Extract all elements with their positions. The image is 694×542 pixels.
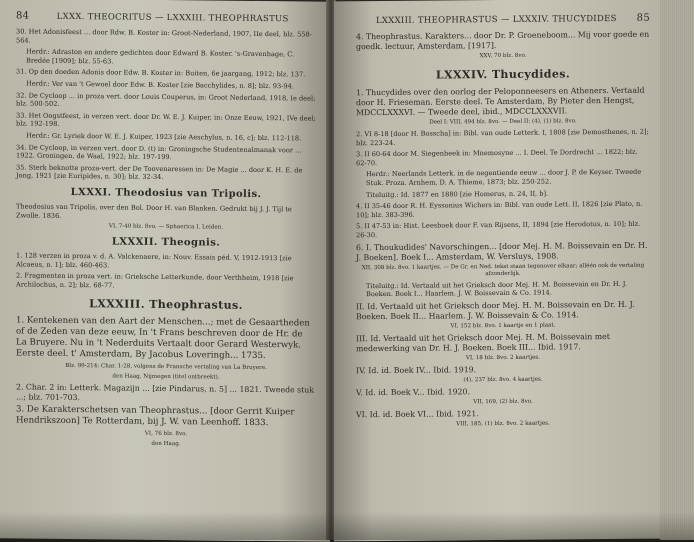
list-item: II. Id. Vertaald uit het Grieksch door Mej. H. M. Boissevain en Dr. H. J. Boeken. Boek II... Haarlem. J. W. Boissevain & Co. 1914. (356, 299, 635, 321)
note: (4), 237 blz. 8vo. 4 kaartjes. (463, 376, 543, 384)
list-item: Titeluitg.: Id. 1877 en 1880 [zie Homerus, n. 24, II, b]. (366, 189, 549, 199)
list-item: 2. Char. 2 in: Letterk. Magazijn ... [zie Pindarus, n. 5] ... 1821. Tweede stuk ...; blz. 701-703. (16, 382, 315, 403)
right-running-title: LXXXIII. THEOPHRASTUS — LXXXIV. THUCYDIDES (375, 13, 617, 27)
list-item: 5. II 47-53 in: Hist. Leesboek door F. van Rijsens, II, 1894 [zie Herodotus, n. 10]; blz. 26-30. (356, 220, 641, 240)
right-running-head (356, 13, 650, 27)
right-page (334, 0, 660, 541)
list-item: 33. Het Oogstfeest, in verzen vert. door Dr. W. E. J. Kuiper, in: Onze Eeuw, 1921, IVe deel; blz. 192-198. (16, 111, 316, 129)
list-item: Titeluitg.: Id. Vertaald uit het Grieksch door Mej. H. M. Boissevain en Dr. H. J. Boeken. Boek I... Haarlem. J. W. Boissevain & Co. 1914. (366, 279, 628, 299)
list-item: Herdr.: Neerlands Letterk. in de negentiende eeuw ... door J. P. de Keyser. Tweede Stuk. Proza. Arnhem, D. A. Thieme, 1873; blz. 250-252. (366, 168, 642, 188)
section-title-theodosius: LXXXI. Theodosius van Tripolis. (70, 186, 262, 200)
section-title-theophrastus: LXXXIII. Theophrastus. (89, 297, 243, 313)
note: den Haag, Nijmegen (titel ontbreekt). (112, 373, 220, 382)
list-item: 1. Kentekenen van den Aart der Menschen...; met de Gesaartheden of de Zeden van deze eeuw, In 't Frans beschreven door de Hr. de La Bruyere. Nu in 't Nederduits Vertaalt door Gerard Westerwyk. Eerste deel. t' Amsterdam, By Jacobus Loveringh... 1735. (16, 315, 310, 362)
page-edges (660, 0, 694, 540)
section-title-theognis: LXXXII. Theognis. (111, 236, 221, 249)
list-item: 3. De Karakterschetsen van Theophrastus... [door Gerrit Kuiper Hendrikszoon] Te Rotterdam, bij J. W. van Leenhoff. 1833. (16, 404, 295, 429)
list-item: 2. VI 8-18 [door H. Bosscha] in: Bibl. van oude Letterk. I, 1808 [zie Demosthenes, n. 2]; blz. 223-24. (356, 127, 649, 147)
list-item: 34. De Cycloop, in verzen vert. door D. (t) in: Groningsche Studentenalmanak voor ... 1922. Groningen, de Waal, 1922; blz. 197-199. (16, 142, 302, 162)
note: XII, 308 blz. 8vo. 1 kaartjes. — De Gr. en Ned. tekst staan tegenover elkaar; alléén ook de vertaling afzonderlijk. (361, 262, 645, 277)
note: Deel I: VIII, 494 blz. 8vo. — Deel II: (4), (1) blz. 8vo. (429, 118, 577, 126)
left-page-number: 84 (16, 10, 30, 22)
list-item: 1. 128 verzen in proza v. d. A. Valckenaere, in: Nouv. Essais péd. V, 1912-1913 [zie Alcaeus, n. 1]; blz. 460-463. (16, 251, 292, 270)
list-item: Herdr.: Adraston en andere gedichten door Edward B. Koster. 's-Gravenhage, C. Bredée [1909]; blz. 55-63. (26, 47, 295, 66)
note: VI, 18 blz. 8vo. 2 kaartjes. (465, 354, 541, 361)
list-item: 30. Het Adonisfeest ... door Rdw. B. Koster in: Groot-Nederland, 1907, IIe deel, blz. 558-564. (16, 27, 312, 45)
bottom-shadow (0, 512, 694, 540)
list-item: 4. Theophrastus. Karakters... door Dr. P. Groeneboom... Mij voor goede en goedk. lectuur, Amsterdam, [1917]. (356, 29, 650, 52)
list-item: 4. II 35-46 door R. H. Eyssonius Wichers in: Bibl. van oude Lett. II, 1826 [zie Plato, n. 10]; blz. 383-396. (356, 199, 643, 219)
note: VIII, 185, (1) blz. 8vo. 2 kaartjes. (456, 420, 550, 428)
left-running-title: LXXX. THEOCRITUS — LXXXIII. THEOPHRASTUS (56, 11, 289, 25)
left-page (0, 0, 330, 542)
list-item: Herdr.: Ver van 't Gewoel door Edw. B. Koster [zie Bacchylides, n. 8]; blz. 93-94. (26, 79, 294, 91)
list-item: IV. Id. id. Boek IV... Ibid. 1919. (356, 364, 477, 375)
list-item: 31. Op den doeden Adonis door Edw. B. Koster in: Buiten, 6e jaargang, 1912; blz. 137. (16, 67, 306, 79)
note: VII, 169, (2) blz. 8vo. (473, 398, 533, 405)
note: Blz. 99-214: Char. 1-28, volgens de Fransche vertaling van La Bruyere. (65, 363, 267, 372)
list-item: 6. I. Thoukudides' Navorschingen... [door Mej. H. M. Boissevain en Dr. H. J. Boeken]. Boek I... Amsterdam, W. Versluys, 1908. (356, 240, 648, 262)
list-item: V. Id. id. Boek V... Ibid. 1920. (356, 386, 470, 397)
note: XXV, 70 blz. 8vo. (479, 52, 527, 60)
note: VI, 152 blz. 8vo. 1 kaartje en 1 plaat. (450, 322, 556, 330)
list-item: 1. Thucydides over den oorlog der Peloponneesers en Atheners. Vertaald door H. Frieseman. Eerste deel. Te Amsterdam, By Pieter den Hengst, MDCCLXXXVI. — Tweede deel, ibid., MDCCLXXXVII. (356, 85, 645, 118)
list-item: Herdr.: Gr. Lyriek door W. E. J. Kuiper, 1923 [zie Aeschylus, n. 16, c]; blz. 112-118. (26, 131, 302, 143)
list-item: 32. De Cycloop ... in proza vert. door Louis Couperus, in: Groot Nederland, 1918, Ie deel; blz. 500-502. (16, 91, 316, 109)
list-item: III. Id. Vertaald uit het Grieksch door Mej. H. M. Boissevain met medewerking van Dr. H. J. Boeken. Boek III... Ibid. 1917. (356, 331, 610, 353)
note: den Haag. (151, 441, 181, 448)
list-item: 35. Sterk beknotte proza-vert. der De Toovenaressen in: De Magie ... door K. H. E. de Jong, 1921 [zie Euripides, n. 30]; blz. 32-34. (16, 163, 303, 182)
list-item: 3. II 60-64 door M. Siegenbeek in: Mnemosyne ... I. Deel. Te Dordrecht ... 1822; blz. 62-70. (356, 147, 638, 168)
right-page-number: 85 (636, 12, 650, 24)
left-running-head (16, 10, 316, 24)
section-title-thucydides: LXXXIV. Thucydides. (435, 67, 571, 82)
list-item: 2. Fragmenten in proza vert. in: Grieksche Letterkunde, door Verthheim, 1918 [zie Archilochus, n. 2]; blz. 68-77. (16, 271, 294, 290)
note: VI, 7-40 blz. 8vo. — Sphaerica I. Leiden. (108, 223, 224, 231)
list-item: VI. Id. id. Boek VI... Ibid. 1921. (356, 408, 479, 419)
list-item: Theodosius van Tripolis, over den Bol. Door H. van Blanken. Gedrukt bij J. J. Tijl te Zwolle. 1836. (16, 202, 292, 220)
note: VI, 76 blz. 8vo. (144, 431, 188, 438)
